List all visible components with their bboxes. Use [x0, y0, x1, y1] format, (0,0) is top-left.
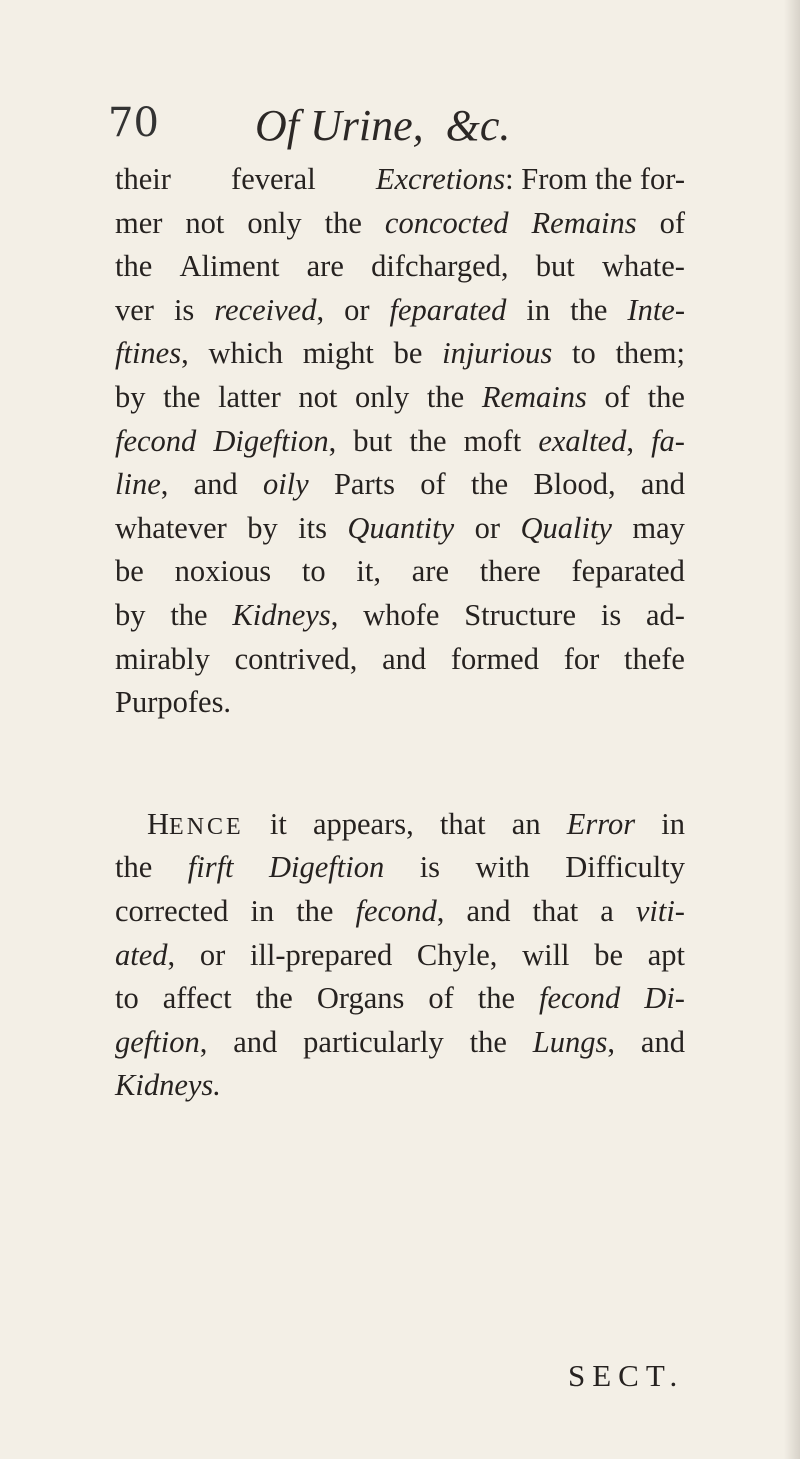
text-line: Kidneys . [115, 1068, 221, 1103]
text-line: corrected in the fecond, and that a viti- [115, 893, 685, 928]
text-line: be noxious to it, are there feparated [115, 554, 685, 589]
running-head [255, 100, 510, 151]
text-line: mirably contrived, and formed for thefe [115, 641, 685, 676]
text-line: mer not only the concocted Remains of [115, 205, 685, 240]
paragraph-2 [115, 803, 685, 1108]
text-line: to affect the Organs of the fecond Di- [115, 981, 685, 1016]
running-head-etc: &c. [445, 101, 511, 150]
page-edge-shadow [784, 0, 800, 1459]
text-line: geftion, and particularly the Lungs, and [115, 1024, 685, 1059]
small-caps-word: HENCE [147, 806, 244, 841]
text-line: whatever by its Quantity or Quality may [115, 510, 685, 545]
text-line: the Aliment are difcharged, but whate- [115, 249, 685, 284]
text-line: HENCE it appears, that an Error in [115, 803, 685, 847]
text-line: fecond Digeftion, but the moft exalted, fa- [115, 423, 685, 458]
text-line: by the Kidneys, whofe Structure is ad- [115, 597, 685, 632]
page-number: 70 [108, 100, 159, 146]
running-head-title: Of Urine, [255, 101, 424, 150]
body-text [115, 158, 685, 1108]
text-line: the firft Digeftion is with Difficulty [115, 850, 685, 885]
catchword: SECT. [568, 1358, 685, 1393]
text-line: ated, or ill-prepared Chyle, will be apt [115, 937, 685, 972]
paragraph-1 [115, 158, 685, 725]
paragraph-gap [115, 725, 685, 803]
text-line: their feveral Excretions: From the for- [115, 162, 685, 196]
text-line: by the latter not only the Remains of the [115, 379, 685, 414]
text-line: Purpofes. [115, 685, 232, 720]
text-line: ftines, which might be injurious to them; [115, 336, 685, 371]
text-line: ver is received, or feparated in the Inte- [115, 292, 685, 327]
text-line: line, and oily Parts of the Blood, and [115, 467, 685, 502]
